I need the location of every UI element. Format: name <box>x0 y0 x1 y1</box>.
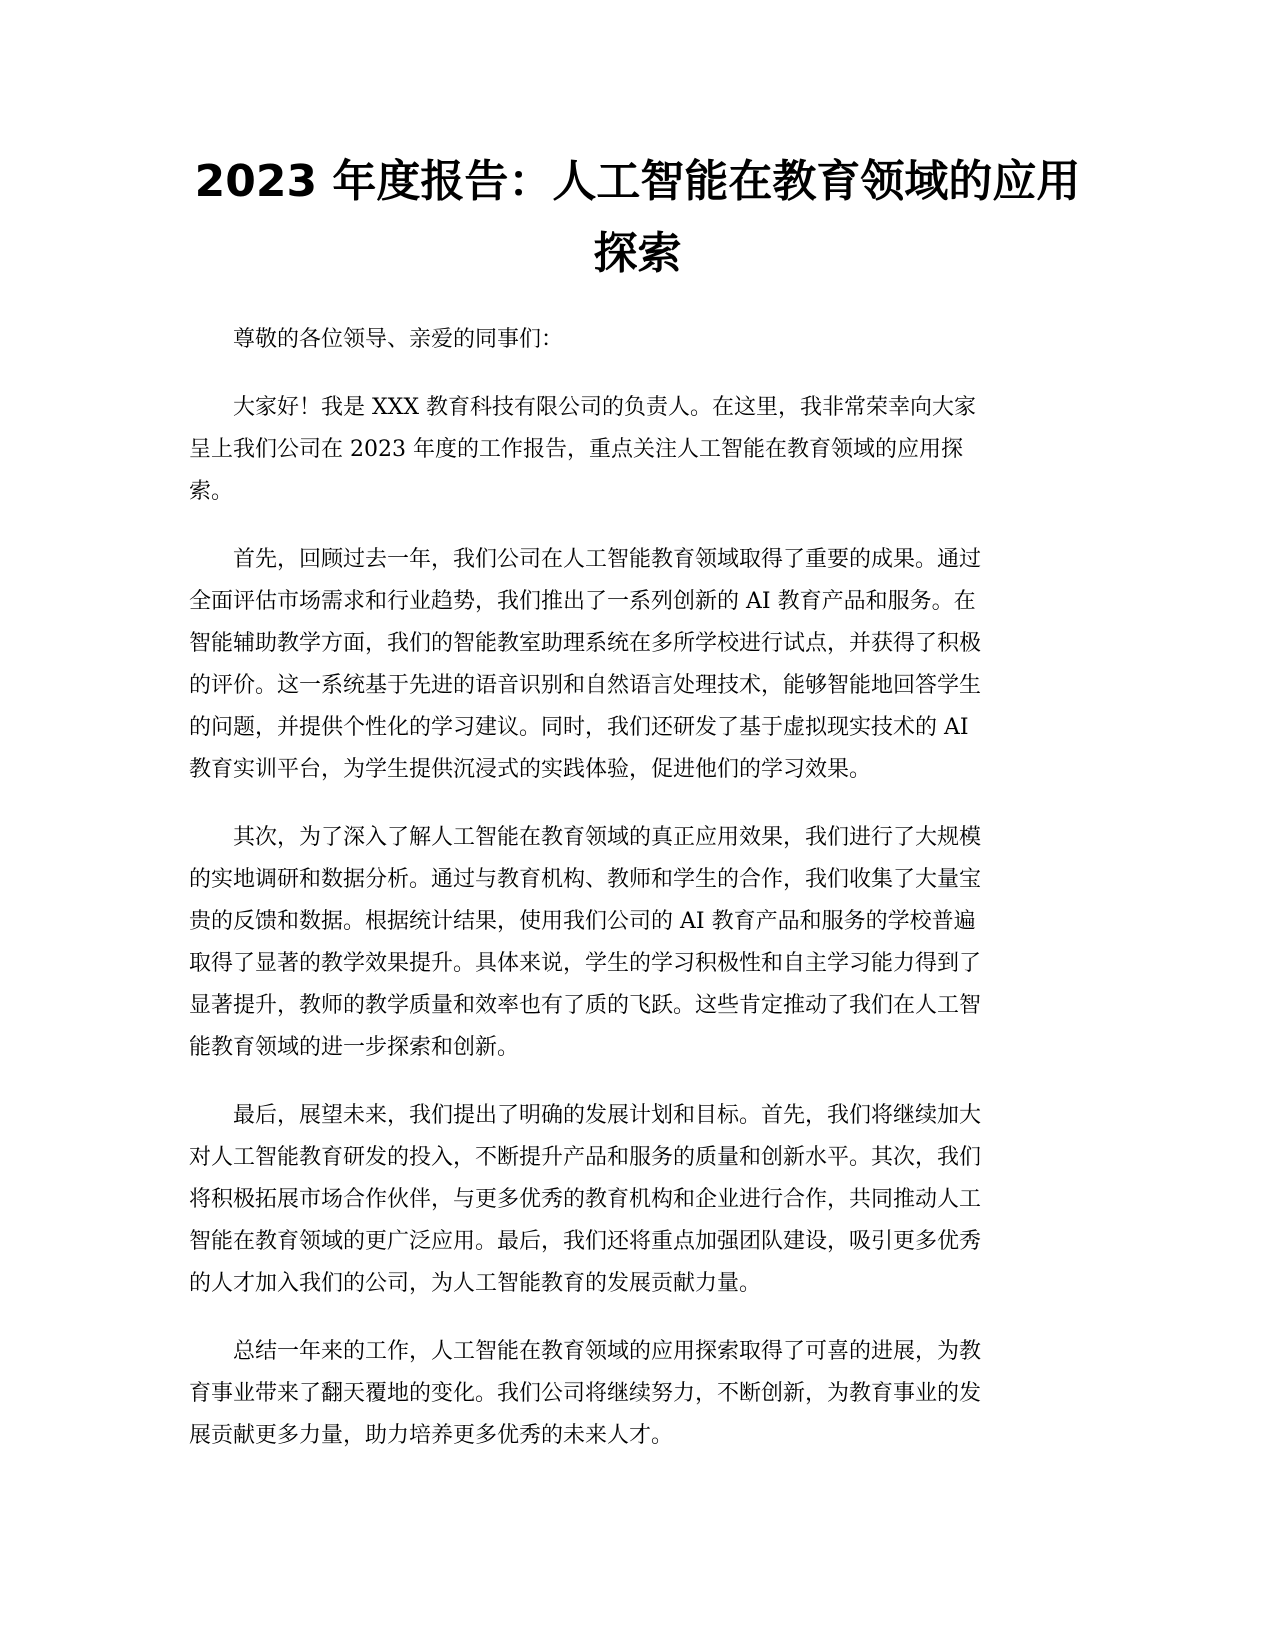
paragraph-line: 全面评估市场需求和行业趋势，我们推出了一系列创新的 AI 教育产品和服务。在 <box>189 589 976 614</box>
paragraph-line: 其次，为了深入了解人工智能在教育领域的真正应用效果，我们进行了大规模 <box>233 825 982 850</box>
paragraph-line: 智能辅助教学方面，我们的智能教室助理系统在多所学校进行试点，并获得了积极 <box>189 631 982 656</box>
outlook-paragraph <box>189 1095 1089 1305</box>
paragraph-line: 最后，展望未来，我们提出了明确的发展计划和目标。首先，我们将继续加大 <box>233 1103 982 1128</box>
paragraph-line: 显著提升，教师的教学质量和效率也有了质的飞跃。这些肯定推动了我们在人工智 <box>189 993 982 1018</box>
paragraph-line: 将积极拓展市场合作伙伴，与更多优秀的教育机构和企业进行合作，共同推动人工 <box>189 1187 982 1212</box>
document-body <box>189 319 1089 1483</box>
paragraph-line: 的实地调研和数据分析。通过与教育机构、教师和学生的合作，我们收集了大量宝 <box>189 867 982 892</box>
greeting-paragraph <box>189 387 1089 513</box>
paragraph-line: 首先，回顾过去一年，我们公司在人工智能教育领域取得了重要的成果。通过 <box>233 547 982 572</box>
paragraph-line: 贵的反馈和数据。根据统计结果，使用我们公司的 AI 教育产品和服务的学校普遍 <box>189 909 976 934</box>
research-paragraph <box>189 817 1089 1069</box>
document-title <box>160 146 1115 290</box>
paragraph-line: 能教育领域的进一步探索和创新。 <box>189 1035 520 1060</box>
paragraph-line: 呈上我们公司在 2023 年度的工作报告，重点关注人工智能在教育领域的应用探 <box>189 437 963 462</box>
paragraph-line: 育事业带来了翻天覆地的变化。我们公司将继续努力，不断创新，为教育事业的发 <box>189 1381 982 1406</box>
paragraph-line: 的评价。这一系统基于先进的语音识别和自然语言处理技术，能够智能地回答学生 <box>189 673 982 698</box>
paragraph-line: 的人才加入我们的公司，为人工智能教育的发展贡献力量。 <box>189 1271 762 1296</box>
summary-paragraph <box>189 1331 1089 1457</box>
paragraph-line: 智能在教育领域的更广泛应用。最后，我们还将重点加强团队建设，吸引更多优秀 <box>189 1229 982 1254</box>
paragraph-line: 尊敬的各位领导、亲爱的同事们： <box>233 327 564 352</box>
title-line: 探索 <box>593 228 682 279</box>
paragraph-line: 大家好！我是 XXX 教育科技有限公司的负责人。在这里，我非常荣幸向大家 <box>233 395 976 420</box>
paragraph-line: 对人工智能教育研发的投入，不断提升产品和服务的质量和创新水平。其次，我们 <box>189 1145 982 1170</box>
title-line: 2023 年度报告：人工智能在教育领域的应用 <box>194 156 1081 207</box>
paragraph-line: 取得了显著的教学效果提升。具体来说，学生的学习积极性和自主学习能力得到了 <box>189 951 982 976</box>
paragraph-line: 索。 <box>189 479 234 504</box>
salutation-paragraph <box>189 319 1089 361</box>
paragraph-line: 总结一年来的工作，人工智能在教育领域的应用探索取得了可喜的进展，为教 <box>233 1339 982 1364</box>
review-paragraph <box>189 539 1089 791</box>
paragraph-line: 展贡献更多力量，助力培养更多优秀的未来人才。 <box>189 1423 674 1448</box>
paragraph-line: 教育实训平台，为学生提供沉浸式的实践体验，促进他们的学习效果。 <box>189 757 872 782</box>
paragraph-line: 的问题，并提供个性化的学习建议。同时，我们还研发了基于虚拟现实技术的 AI <box>189 715 969 740</box>
